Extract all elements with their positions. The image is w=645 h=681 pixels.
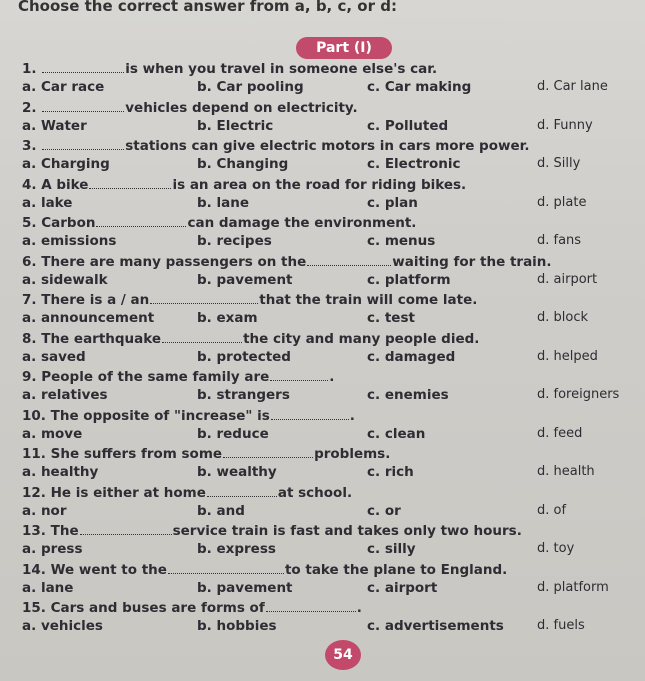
question-item [22, 484, 632, 522]
question-text-after: that the train will come late. [259, 292, 478, 308]
answer-option-c[interactable]: c. airport [367, 579, 438, 596]
answer-option-b[interactable]: b. protected [197, 348, 291, 365]
question-item [22, 522, 632, 560]
answer-option-b[interactable]: b. recipes [197, 233, 272, 249]
answer-option-d[interactable]: d. Silly [537, 156, 581, 171]
question-number: 2. [22, 99, 37, 116]
answer-option-c[interactable]: c. test [367, 310, 415, 326]
answer-option-a[interactable]: a. announcement [22, 310, 155, 326]
answer-option-b[interactable]: b. reduce [197, 425, 269, 442]
answer-option-a[interactable]: a. lane [22, 579, 74, 596]
answer-blank[interactable] [42, 60, 124, 73]
question-text-before: The earthquake [41, 330, 162, 347]
question-text-after: can damage the environment. [187, 215, 417, 231]
question-text-after: . [329, 369, 335, 385]
answer-option-a[interactable]: a. saved [22, 348, 86, 365]
question-text-after: waiting for the train. [392, 253, 552, 270]
answer-blank[interactable] [80, 522, 172, 535]
question-number: 9. [22, 369, 37, 385]
question-item [22, 368, 632, 406]
answer-option-a[interactable]: a. move [22, 425, 83, 442]
question-text-after: vehicles depend on electricity. [125, 99, 358, 116]
question-stem [22, 214, 416, 231]
question-stem [22, 99, 358, 116]
question-item [22, 214, 632, 252]
answer-option-d[interactable]: d. airport [537, 271, 598, 287]
answer-blank[interactable] [89, 176, 171, 189]
page-number: 54 [325, 640, 361, 670]
answer-option-c[interactable]: c. advertisements [367, 618, 504, 634]
question-item [22, 330, 632, 368]
answer-blank[interactable] [162, 330, 242, 343]
answer-blank[interactable] [270, 368, 328, 381]
question-text-before: She suffers from some [50, 446, 223, 462]
question-number: 4. [22, 176, 37, 193]
answer-option-b[interactable]: b. lane [197, 194, 249, 211]
question-stem [22, 253, 552, 270]
question-stem [22, 445, 390, 462]
answer-option-c[interactable]: c. menus [367, 233, 436, 249]
answer-option-c[interactable]: c. damaged [367, 348, 456, 365]
question-stem [22, 176, 466, 193]
question-stem [22, 137, 529, 154]
question-text-after: the city and many people died. [243, 330, 480, 347]
answer-blank[interactable] [42, 137, 124, 150]
answer-option-c[interactable]: c. platform [367, 271, 451, 288]
question-number: 8. [22, 330, 37, 347]
answer-option-b[interactable]: b. pavement [197, 579, 293, 596]
question-text-before: People of the same family are [41, 369, 270, 385]
answer-option-a[interactable]: a. lake [22, 194, 73, 211]
question-item [22, 445, 632, 483]
question-item [22, 253, 632, 291]
answer-option-d[interactable]: d. helped [537, 348, 598, 364]
answer-blank[interactable] [271, 407, 349, 420]
answer-option-a[interactable]: a. nor [22, 502, 67, 519]
answer-blank[interactable] [307, 253, 391, 266]
answer-option-d[interactable]: d. Funny [537, 117, 593, 133]
answer-option-c[interactable]: c. Polluted [367, 117, 449, 134]
question-text-before: The [50, 523, 79, 539]
question-number: 11. [22, 446, 46, 462]
question-number: 6. [22, 253, 37, 270]
part-badge: Part (I) [296, 37, 392, 59]
answer-option-a[interactable]: a. Water [22, 117, 87, 134]
question-text-after: at school. [277, 484, 353, 501]
question-text-before: He is either at home [50, 484, 206, 501]
answer-option-d[interactable]: d. of [537, 502, 567, 518]
question-stem [22, 368, 334, 385]
answer-option-b[interactable]: b. exam [197, 310, 258, 326]
answer-option-b[interactable]: b. Electric [197, 117, 274, 134]
question-text-after: problems. [314, 446, 391, 462]
answer-option-d[interactable]: d. toy [537, 541, 575, 556]
answer-option-d[interactable]: d. fans [537, 233, 582, 248]
question-stem [22, 60, 437, 77]
answer-option-a[interactable]: a. relatives [22, 387, 108, 403]
question-number: 1. [22, 61, 37, 77]
answer-option-d[interactable]: d. block [537, 310, 589, 325]
answer-option-a[interactable]: a. vehicles [22, 618, 103, 634]
question-text-after: stations can give electric motors in cars more power. [125, 138, 530, 154]
question-item [22, 291, 632, 329]
question-item [22, 99, 632, 137]
question-number: 10. [22, 407, 46, 424]
answer-blank[interactable] [42, 99, 124, 112]
answer-option-c[interactable]: c. plan [367, 194, 418, 211]
question-text-after: service train is fast and takes only two hours. [172, 523, 522, 539]
question-number: 5. [22, 215, 37, 231]
answer-option-d[interactable]: d. platform [537, 579, 609, 595]
answer-blank[interactable] [207, 484, 277, 497]
answer-option-a[interactable]: a. Car race [22, 79, 105, 95]
answer-option-c[interactable]: c. clean [367, 425, 426, 442]
answer-blank[interactable] [96, 214, 186, 227]
answer-option-a[interactable]: a. emissions [22, 233, 117, 249]
answer-option-d[interactable]: d. feed [537, 425, 583, 441]
answer-option-a[interactable]: a. Charging [22, 156, 110, 172]
answer-option-c[interactable]: c. silly [367, 541, 416, 557]
question-stem [22, 561, 507, 578]
question-item [22, 137, 632, 175]
question-text-before: The opposite of "increase" is [50, 407, 270, 424]
question-stem [22, 330, 479, 347]
answer-option-b[interactable]: b. Car pooling [197, 79, 304, 95]
instruction-text: Choose the correct answer from a, b, c, or d: [18, 0, 397, 15]
question-number: 3. [22, 138, 37, 154]
question-stem [22, 522, 522, 539]
question-item [22, 60, 632, 98]
answer-option-d[interactable]: d. health [537, 464, 595, 479]
question-stem [22, 599, 362, 616]
answer-option-d[interactable]: d. foreigners [537, 387, 620, 402]
question-number: 15. [22, 600, 46, 616]
question-item [22, 176, 632, 214]
answer-option-a[interactable]: a. healthy [22, 464, 99, 480]
answer-option-a[interactable]: a. press [22, 541, 83, 557]
answer-option-c[interactable]: c. Electronic [367, 156, 461, 172]
question-stem [22, 291, 477, 308]
question-text-before: Cars and buses are forms of [50, 600, 265, 616]
question-number: 12. [22, 484, 46, 501]
answer-option-c[interactable]: c. rich [367, 464, 414, 480]
question-text-before: We went to the [50, 561, 167, 578]
question-text-after: is an area on the road for riding bikes. [172, 176, 467, 193]
question-number: 7. [22, 292, 37, 308]
question-text-before: There is a / an [41, 292, 150, 308]
question-number: 13. [22, 523, 46, 539]
answer-option-b[interactable]: b. hobbies [197, 618, 277, 634]
answer-option-c[interactable]: c. enemies [367, 387, 449, 403]
answer-blank[interactable] [150, 291, 258, 304]
question-text-after: to take the plane to England. [284, 561, 508, 578]
answer-option-d[interactable]: d. fuels [537, 618, 585, 633]
answer-option-d[interactable]: d. plate [537, 194, 587, 210]
answer-option-d[interactable]: d. Car lane [537, 79, 608, 94]
answer-option-b[interactable]: b. pavement [197, 271, 293, 288]
answer-option-b[interactable]: b. strangers [197, 387, 290, 403]
answer-option-a[interactable]: a. sidewalk [22, 271, 108, 288]
question-text-before: A bike [41, 176, 89, 193]
answer-option-c[interactable]: c. or [367, 502, 401, 519]
question-text-before: Carbon [41, 215, 96, 231]
answer-option-c[interactable]: c. Car making [367, 79, 472, 95]
answer-option-b[interactable]: b. wealthy [197, 464, 277, 480]
question-stem [22, 407, 355, 424]
answer-blank[interactable] [168, 561, 284, 574]
question-stem [22, 484, 352, 501]
question-text-after: is when you travel in someone else's car. [125, 61, 438, 77]
answer-option-b[interactable]: b. express [197, 541, 276, 557]
answer-blank[interactable] [223, 445, 313, 458]
answer-option-b[interactable]: b. and [197, 502, 245, 519]
question-number: 14. [22, 561, 46, 578]
question-item [22, 407, 632, 445]
answer-option-b[interactable]: b. Changing [197, 156, 289, 172]
question-text-after: . [349, 407, 355, 424]
question-item [22, 561, 632, 599]
answer-blank[interactable] [266, 599, 356, 612]
question-text-before: There are many passengers on the [41, 253, 307, 270]
question-item [22, 599, 632, 637]
question-text-after: . [356, 600, 362, 616]
